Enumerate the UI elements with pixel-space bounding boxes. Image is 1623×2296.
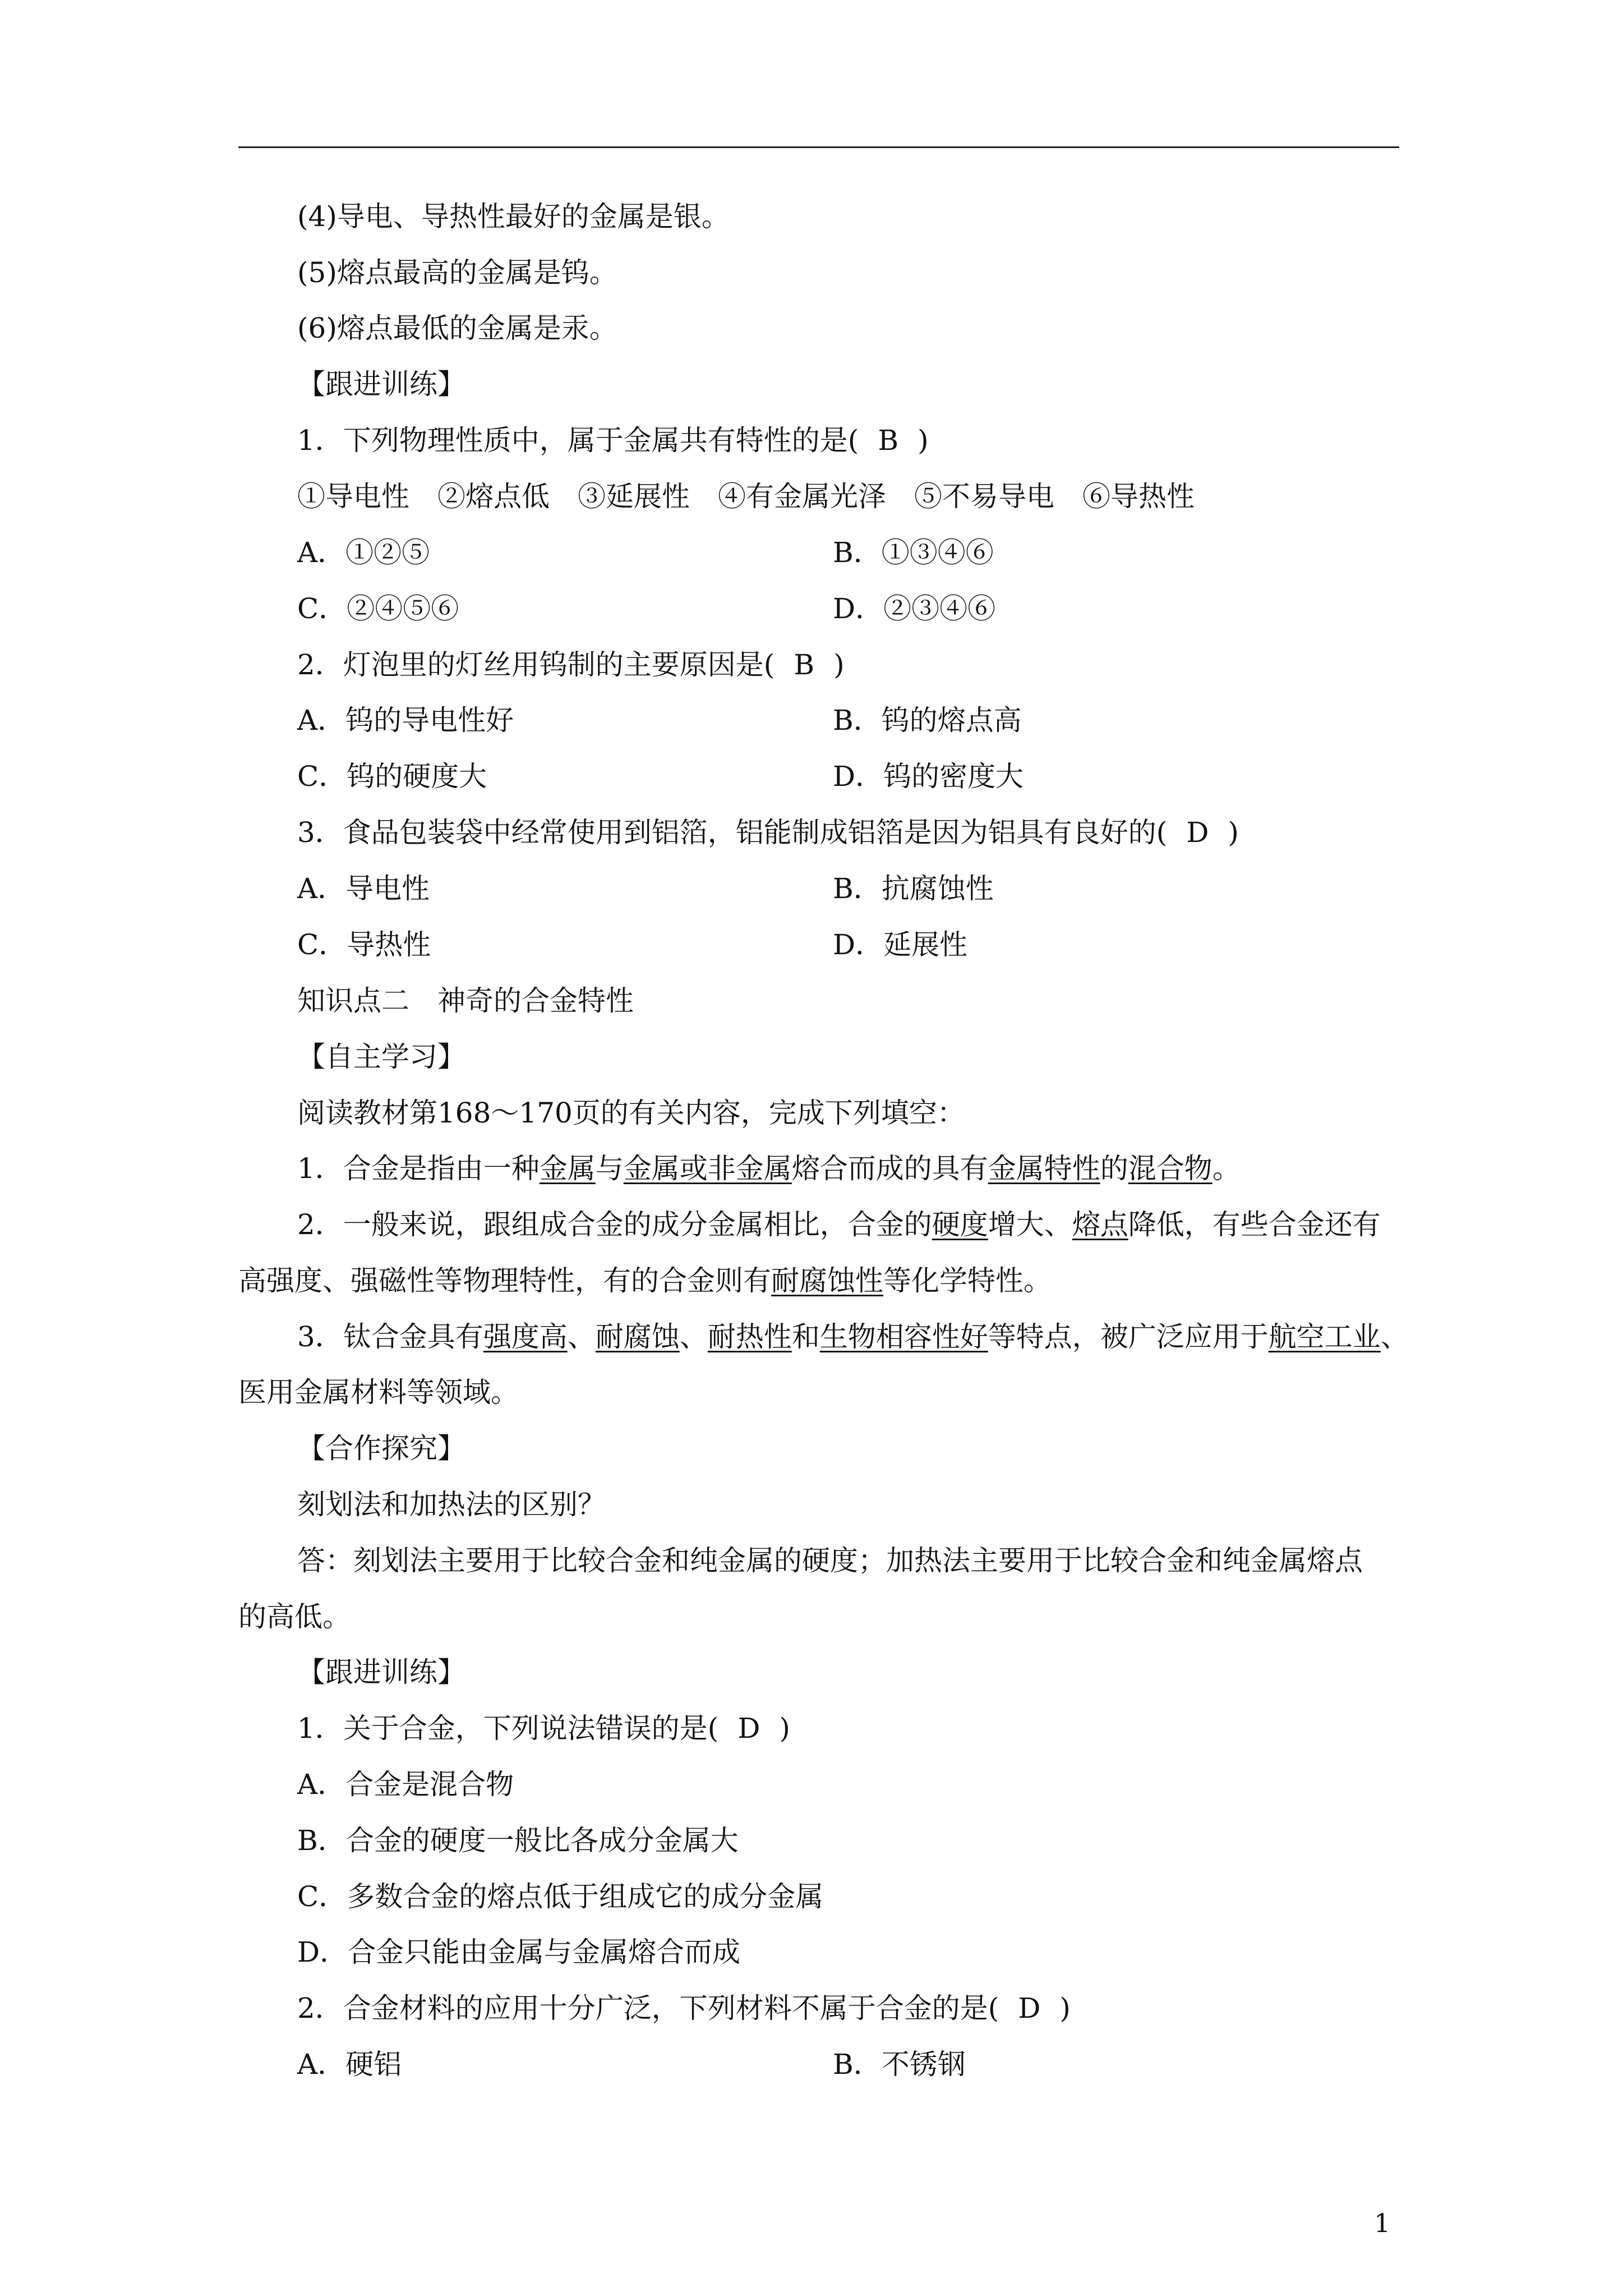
blank-answer: 硬度 xyxy=(932,1208,988,1241)
blank-answer: 金属或非金属 xyxy=(623,1152,792,1185)
question-3-answer: D xyxy=(1186,816,1209,849)
question-3-option-d: D．延展性 xyxy=(833,928,968,961)
question-1-items: ①导电性 ②熔点低 ③延展性 ④有金属光泽 ⑤不易导电 ⑥导热性 xyxy=(297,480,1195,513)
question-1-option-d: D．②③④⑥ xyxy=(833,592,996,625)
practice-2-question-1-option-c: C．多数合金的熔点低于组成它的成分金属 xyxy=(297,1880,824,1913)
blank-answer: 熔点 xyxy=(1072,1208,1128,1241)
question-2-option-d: D．钨的密度大 xyxy=(833,760,1024,793)
section-heading-practice-2: 【跟进训练】 xyxy=(297,1656,465,1688)
question-2-stem: 2．灯泡里的灯丝用钨制的主要原因是( B ) xyxy=(297,648,845,681)
fill-in-1: 1．合金是指由一种金属与金属或非金属熔合而成的具有金属特性的混合物。 xyxy=(297,1152,1241,1185)
practice-2-question-1-stem: 1．关于合金，下列说法错误的是( D ) xyxy=(297,1712,790,1745)
question-1-option-b: B．①③④⑥ xyxy=(833,536,994,569)
practice-2-question-1-option-b: B．合金的硬度一般比各成分金属大 xyxy=(297,1824,739,1857)
question-3-option-b: B．抗腐蚀性 xyxy=(833,872,994,905)
practice-2-question-2-answer: D xyxy=(1018,1992,1041,2024)
practice-2-question-2-option-a: A．硬铝 xyxy=(297,2048,402,2081)
blank-answer: 航空工业 xyxy=(1268,1320,1381,1353)
cooperation-answer-line-2: 的高低。 xyxy=(238,1600,351,1633)
fact-4: (4)导电、导热性最好的金属是银。 xyxy=(297,200,730,233)
cooperation-question: 刻划法和加热法的区别？ xyxy=(297,1488,606,1521)
question-1-stem: 1．下列物理性质中，属于金属共有特性的是( B ) xyxy=(297,424,929,457)
blank-answer: 耐腐蚀性 xyxy=(771,1264,883,1297)
question-3-option-c: C．导热性 xyxy=(297,928,431,961)
question-3-stem: 3．食品包装袋中经常使用到铝箔，铝能制成铝箔是因为铝具有良好的( D ) xyxy=(297,816,1239,849)
practice-2-question-2-stem: 2．合金材料的应用十分广泛，下列材料不属于合金的是( D ) xyxy=(297,1992,1071,2024)
practice-2-question-1-option-d: D．合金只能由金属与金属熔合而成 xyxy=(297,1936,741,1968)
fill-in-2-line-2: 高强度、强磁性等物理特性，有的合金则有耐腐蚀性等化学特性。 xyxy=(238,1264,1052,1297)
practice-2-question-2-option-b: B．不锈钢 xyxy=(833,2048,966,2081)
blank-answer: 耐腐蚀 xyxy=(595,1320,680,1353)
knowledge-point-title: 知识点二 神奇的合金特性 xyxy=(297,984,634,1017)
blank-answer: 金属 xyxy=(539,1152,596,1185)
fill-in-2-line-1: 2．一般来说，跟组成合金的成分金属相比，合金的硬度增大、熔点降低，有些合金还有 xyxy=(297,1208,1381,1241)
blank-answer: 混合物 xyxy=(1128,1152,1212,1185)
question-3-option-a: A．导电性 xyxy=(297,872,430,905)
section-heading-self-study: 【自主学习】 xyxy=(297,1041,465,1073)
question-1-answer: B xyxy=(878,424,899,457)
fill-in-3-line-2: 医用金属材料等领域。 xyxy=(238,1376,519,1409)
practice-2-question-1-answer: D xyxy=(737,1712,760,1745)
reading-instruction: 阅读教材第168～170页的有关内容，完成下列填空： xyxy=(297,1097,965,1129)
question-1-option-a: A．①②⑤ xyxy=(297,536,430,569)
practice-2-question-1-option-a: A．合金是混合物 xyxy=(297,1768,514,1801)
question-2-answer: B xyxy=(794,648,815,681)
blank-answer: 强度高 xyxy=(483,1320,568,1353)
header-rule xyxy=(238,146,1399,148)
section-heading-cooperation: 【合作探究】 xyxy=(297,1432,465,1465)
blank-answer: 生物相容性好 xyxy=(819,1320,988,1353)
blank-answer: 耐热性 xyxy=(707,1320,792,1353)
blank-answer: 金属特性 xyxy=(988,1152,1100,1185)
question-2-option-a: A．钨的导电性好 xyxy=(297,704,514,737)
cooperation-answer-line-1: 答：刻划法主要用于比较合金和纯金属的硬度；加热法主要用于比较合金和纯金属熔点 xyxy=(297,1544,1363,1577)
section-heading-practice-1: 【跟进训练】 xyxy=(297,368,465,401)
fact-6: (6)熔点最低的金属是汞。 xyxy=(297,312,617,344)
fill-in-3-line-1: 3．钛合金具有强度高、耐腐蚀、耐热性和生物相容性好等特点，被广泛应用于航空工业、 xyxy=(297,1320,1409,1353)
question-1-option-c: C．②④⑤⑥ xyxy=(297,592,459,625)
page-number: 1 xyxy=(1374,2208,1391,2238)
question-2-option-b: B．钨的熔点高 xyxy=(833,704,1022,737)
question-2-option-c: C．钨的硬度大 xyxy=(297,760,487,793)
fact-5: (5)熔点最高的金属是钨。 xyxy=(297,256,617,289)
